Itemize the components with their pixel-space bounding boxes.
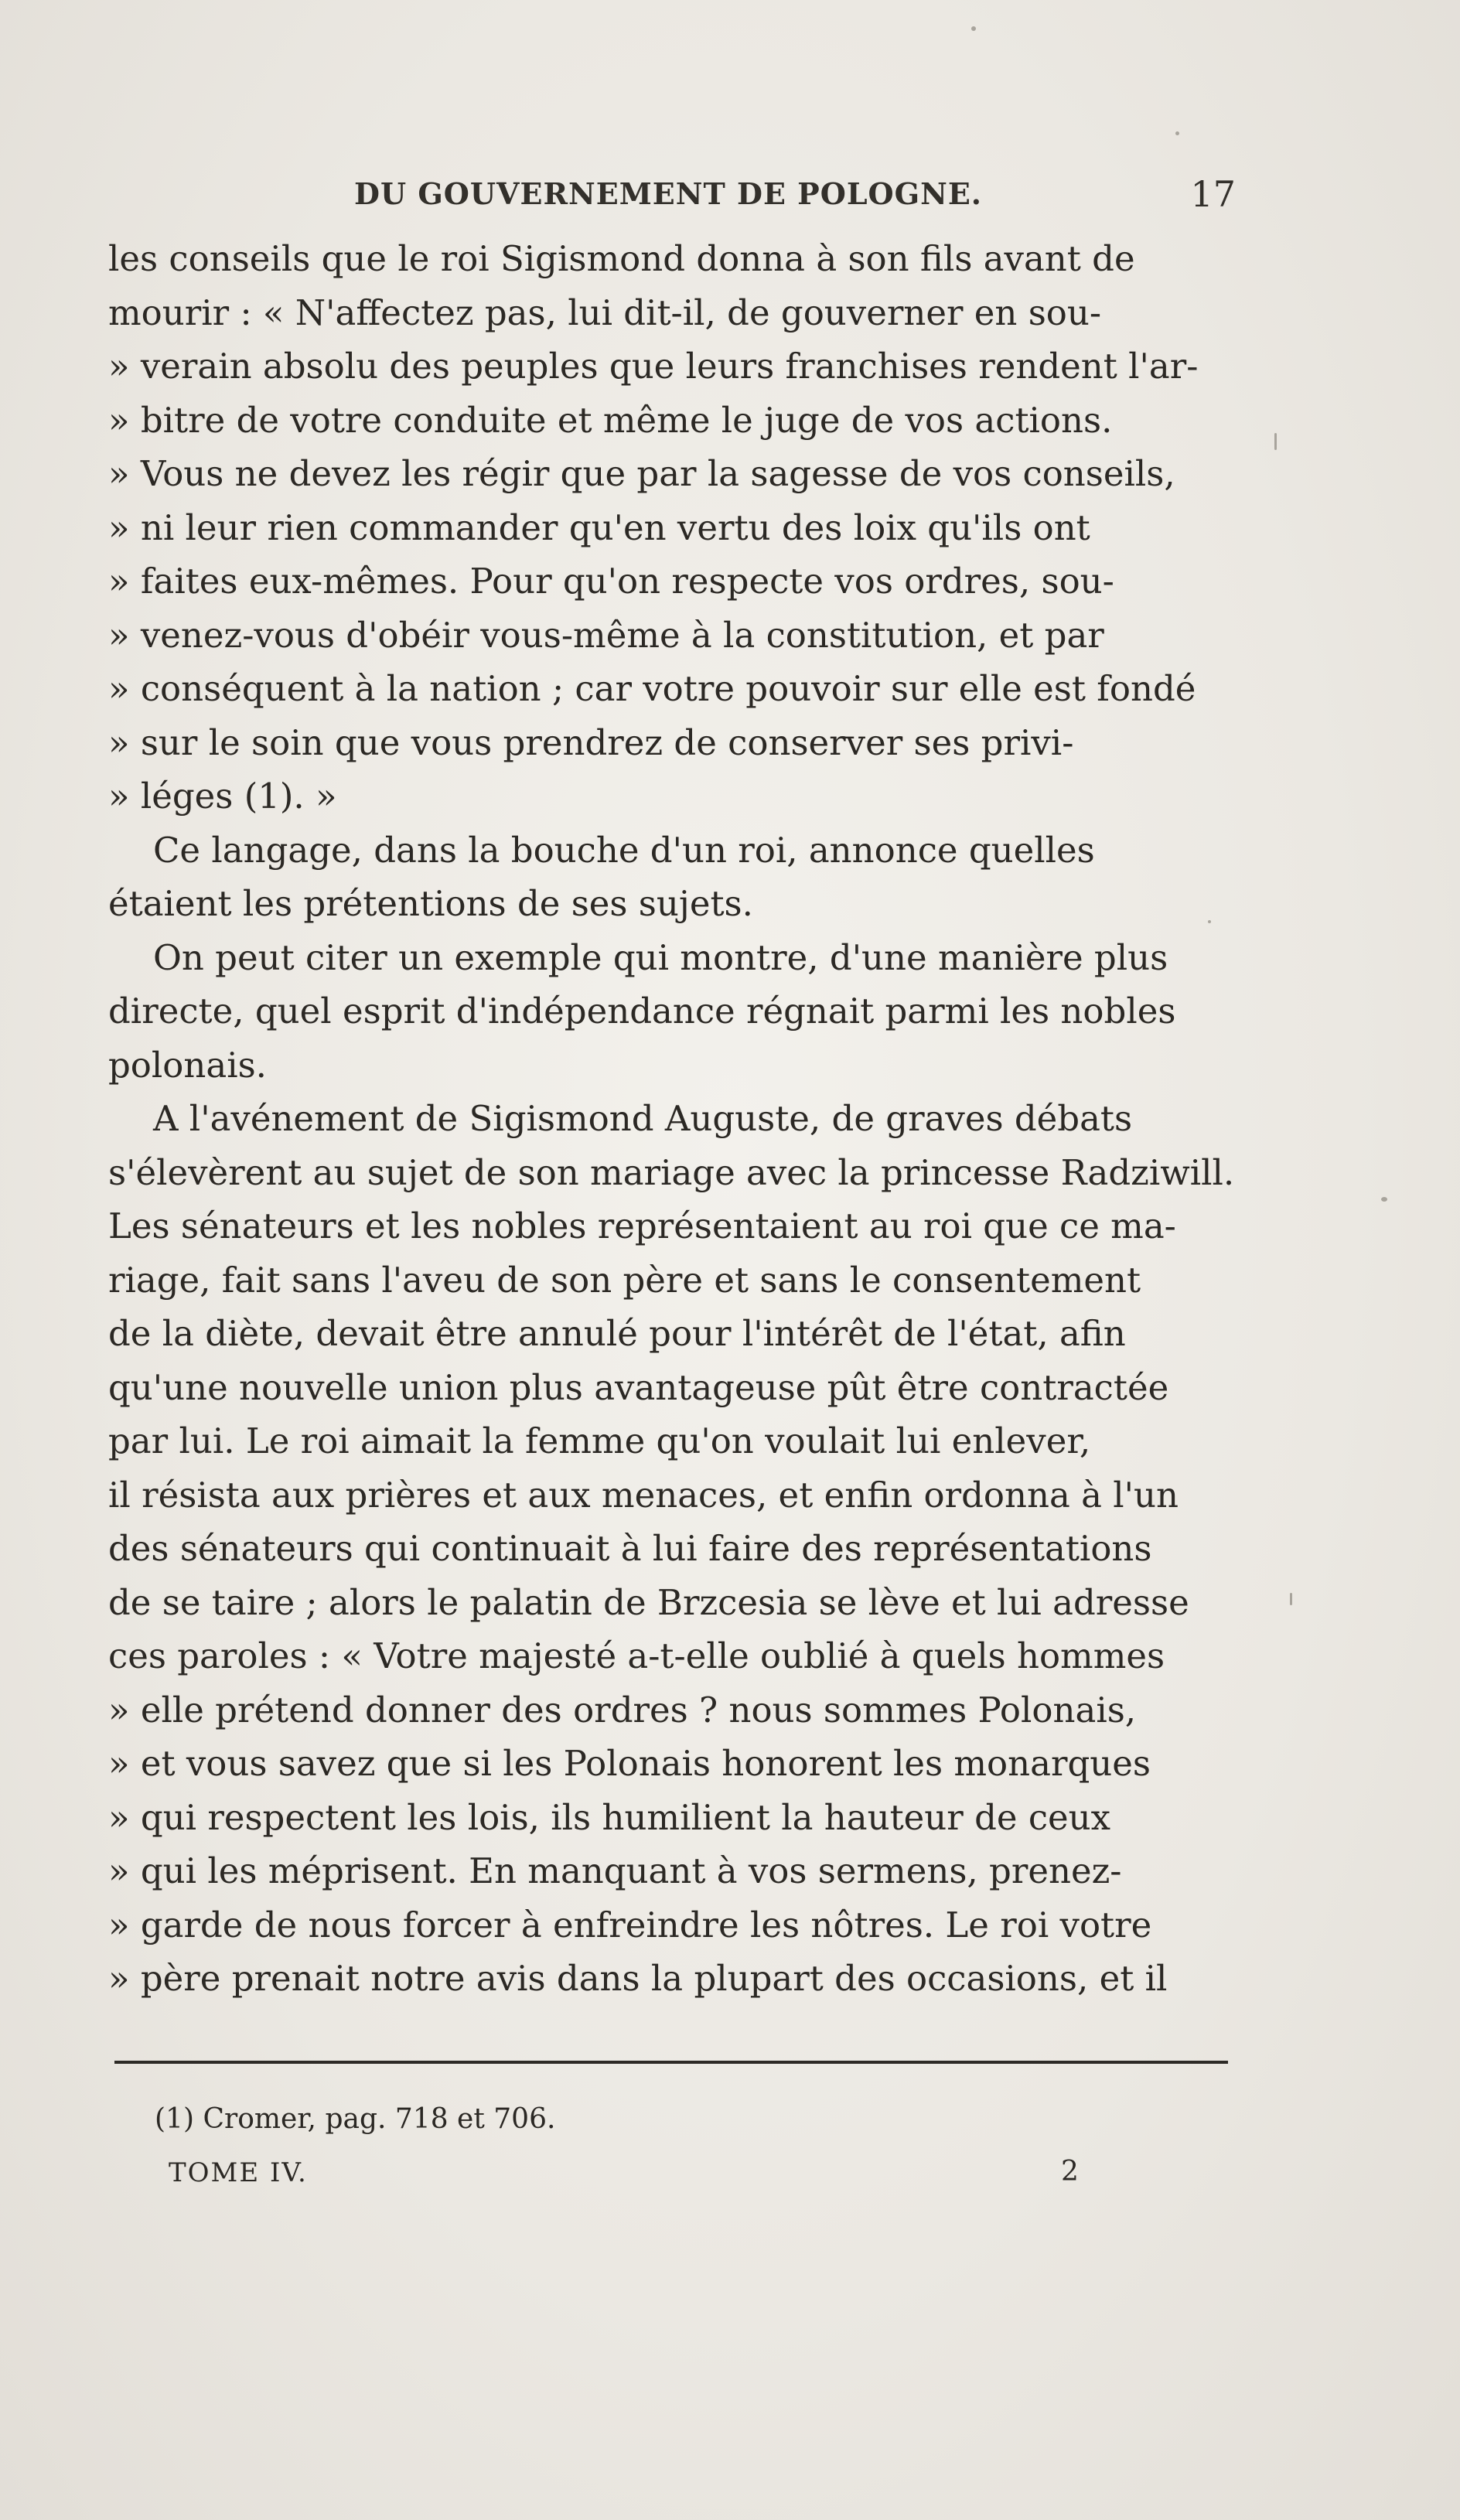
- text-line: ces paroles : « Votre majesté a-t-elle oublié à quels hommes: [108, 1635, 1165, 1676]
- text-line: mourir : « N'affectez pas, lui dit-il, de gouverner en sou-: [108, 292, 1102, 333]
- text-line: » elle prétend donner des ordres ? nous sommes Polonais,: [108, 1689, 1137, 1731]
- text-line: étaient les prétentions de ses sujets.: [108, 883, 753, 924]
- text-line: » conséquent à la nation ; car votre pouvoir sur elle est fondé: [108, 668, 1196, 709]
- text-line: » garde de nous forcer à enfreindre les nôtres. Le roi votre: [108, 1904, 1152, 1945]
- footnote-rule: [114, 2061, 1228, 2064]
- text-line: » léges (1). »: [108, 776, 337, 817]
- text-line: Ce langage, dans la bouche d'un roi, annonce quelles: [153, 829, 1095, 871]
- paper-speck: [1175, 131, 1179, 135]
- text-line: » qui les méprisent. En manquant à vos sermens, prenez-: [108, 1850, 1122, 1891]
- text-line: s'élevèrent au sujet de son mariage avec la princesse Radziwill.: [108, 1151, 1235, 1193]
- text-line: qu'une nouvelle union plus avantageuse pût être contractée: [108, 1366, 1169, 1408]
- text-line: polonais.: [108, 1044, 267, 1086]
- text-line: riage, fait sans l'aveu de son père et sans le consentement: [108, 1259, 1141, 1301]
- signature-number: 2: [1061, 2156, 1079, 2188]
- text-line: » sur le soin que vous prendrez de conserver ses privi-: [108, 721, 1074, 763]
- text-line: de la diète, devait être annulé pour l'intérêt de l'état, afin: [108, 1313, 1126, 1354]
- running-head: DU GOUVERNEMENT DE POLOGNE.: [354, 176, 983, 211]
- text-line: Les sénateurs et les nobles représentaient au roi que ce ma-: [108, 1205, 1176, 1246]
- text-line: » bitre de votre conduite et même le juge de vos actions.: [108, 399, 1113, 441]
- footnote: (1) Cromer, pag. 718 et 706.: [155, 2103, 556, 2135]
- text-line: » Vous ne devez les régir que par la sagesse de vos conseils,: [108, 453, 1175, 494]
- signature-mark: TOME IV.: [169, 2157, 308, 2188]
- text-line: de se taire ; alors le palatin de Brzcesia se lève et lui adresse: [108, 1581, 1189, 1623]
- text-line: des sénateurs qui continuait à lui faire des représentations: [108, 1528, 1152, 1569]
- text-line: A l'avénement de Sigismond Auguste, de graves débats: [153, 1098, 1133, 1139]
- text-line: » qui respectent les lois, ils humilient la hauteur de ceux: [108, 1796, 1111, 1838]
- text-line: directe, quel esprit d'indépendance régnait parmi les nobles: [108, 991, 1176, 1032]
- text-line: par lui. Le roi aimait la femme qu'on voulait lui enlever,: [108, 1420, 1091, 1461]
- text-line: » venez-vous d'obéir vous-même à la constitution, et par: [108, 614, 1104, 656]
- paper-speck: [1381, 1197, 1387, 1202]
- text-line: les conseils que le roi Sigismond donna à son fils avant de: [108, 238, 1135, 279]
- text-line: On peut citer un exemple qui montre, d'une manière plus: [153, 936, 1168, 978]
- page-header: [108, 173, 1236, 223]
- page-number: 17: [1190, 173, 1236, 215]
- text-line: » ni leur rien commander qu'en vertu des loix qu'ils ont: [108, 506, 1090, 548]
- paper-speck: [1290, 1593, 1292, 1605]
- paper-speck: [1208, 920, 1211, 923]
- paper-speck: [1274, 433, 1277, 450]
- body-text: [108, 232, 1236, 2006]
- text-line: » et vous savez que si les Polonais honorent les monarques: [108, 1743, 1151, 1784]
- paper-speck: [971, 26, 976, 31]
- text-line: » père prenait notre avis dans la plupart des occasions, et il: [108, 1958, 1168, 1999]
- text-line: il résista aux prières et aux menaces, et enfin ordonna à l'un: [108, 1474, 1179, 1516]
- text-line: » verain absolu des peuples que leurs franchises rendent l'ar-: [108, 346, 1199, 387]
- text-line: » faites eux-mêmes. Pour qu'on respecte vos ordres, sou-: [108, 561, 1114, 602]
